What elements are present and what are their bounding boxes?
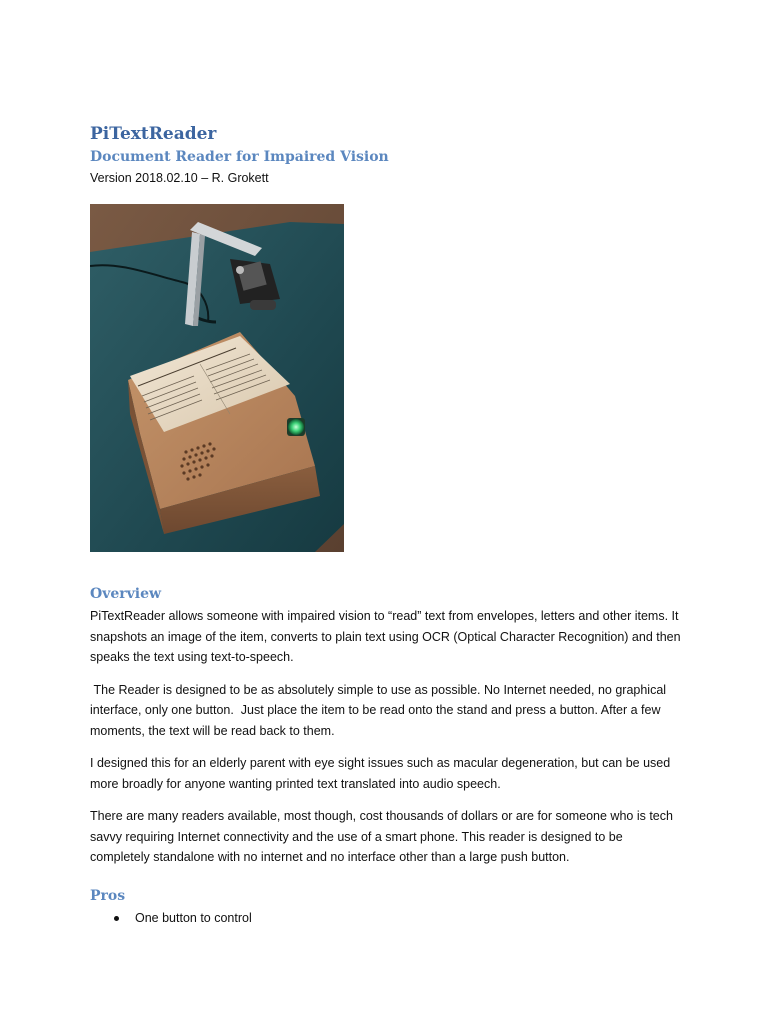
overview-paragraph: PiTextReader allows someone with impaired vision to “read” text from envelopes, letters and other items. It snapshots an image of the item, converts to plain text using OCR (Optical Character Recognition) and then speaks the text using text-to-speech. [90, 609, 681, 664]
document-content [90, 122, 682, 928]
overview-paragraph: I designed this for an elderly parent with eye sight issues such as macular degeneration, but can be used more broadly for anyone wanting printed text translated into audio speech. [90, 756, 671, 791]
overview-heading: Overview [90, 586, 162, 602]
bullet-icon [114, 916, 119, 921]
list-item [90, 908, 682, 928]
document-subtitle: Document Reader for Impaired Vision [90, 149, 389, 165]
list-item-text: One button to control [135, 910, 252, 925]
version-line: Version 2018.02.10 – R. Grokett [90, 171, 269, 185]
overview-paragraph: The Reader is designed to be as absolutely simple to use as possible. No Internet needed, no graphical interface, only one button. Just place the item to be read onto the stand and press a button. After a few moments, the text will be read back to them. [90, 682, 670, 738]
overview-paragraph: There are many readers available, most though, cost thousands of dollars or are for someone who is tech savvy requiring Internet connectivity and the use of a smart phone. This reader is designed to be completely standalone with no internet and no interface other than a large push button. [90, 809, 673, 864]
pros-list [90, 908, 682, 928]
document-title: PiTextReader [90, 124, 217, 144]
device-photo [90, 204, 344, 552]
pros-heading: Pros [90, 887, 126, 904]
